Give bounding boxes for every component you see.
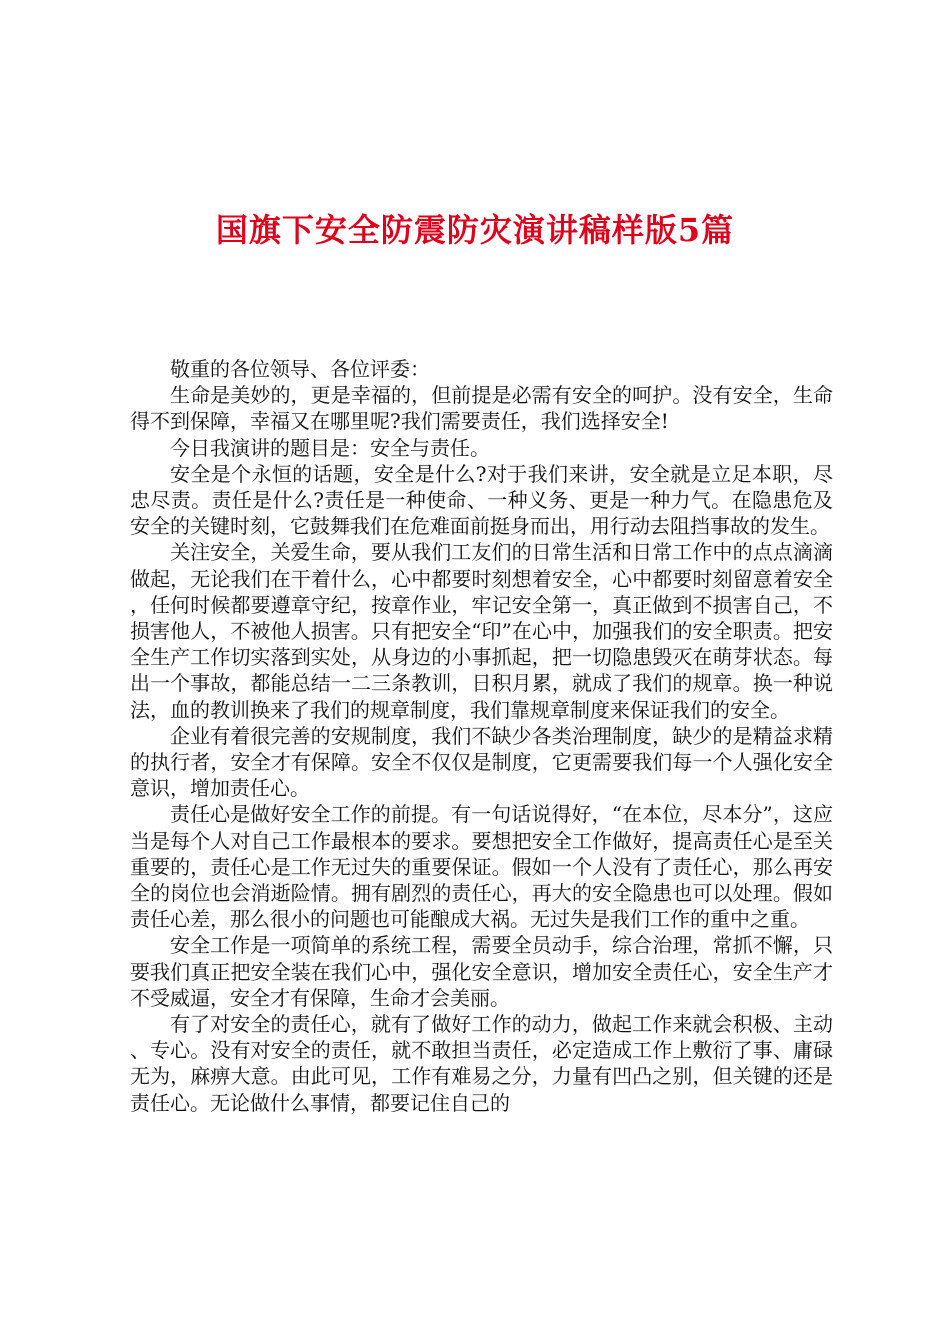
paragraph: 今日我演讲的题目是：安全与责任。: [170, 435, 490, 460]
document-body: [130, 356, 833, 1116]
paragraph: 有了对安全的责任心，就有了做好工作的动力，做起工作来就会积极、主动、专心。没有对安全的责任，就不敢担当责任，必定造成工作上敷衍了事、庸碌无为，麻痹大意。由此可见，工作有难易之分，力量有凹凸之别，但关键的还是责任心。无论做什么事情，都要记住自己的: [130, 1012, 833, 1115]
paragraph: 企业有着很完善的安规制度，我们不缺少各类治理制度，缺少的是精益求精的执行者，安全才有保障。安全不仅仅是制度，它更需要我们每一个人强化安全意识，增加责任心。: [130, 723, 833, 801]
paragraph: 生命是美妙的，更是幸福的，但前提是必需有安全的呵护。没有安全，生命得不到保障，幸福又在哪里呢?我们需要责任，我们选择安全!: [130, 383, 833, 434]
paragraph: 安全是个永恒的话题，安全是什么?对于我们来讲，安全就是立足本职，尽忠尽责。责任是什么?责任是一种使命、一种义务、更是一种力气。在隐患危及安全的关键时刻，它鼓舞我们在危难面前挺身而出，用行动去阻挡事故的发生。: [130, 461, 833, 539]
document-title: 国旗下安全防震防灾演讲稿样版5篇: [215, 211, 735, 249]
paragraph: 安全工作是一项简单的系统工程，需要全员动手，综合治理，常抓不懈，只要我们真正把安全装在我们心中，强化安全意识，增加安全责任心，安全生产才不受威逼，安全才有保障，生命才会美丽。: [130, 933, 833, 1010]
paragraph: 关注安全，关爱生命，要从我们工友们的日常生活和日常工作中的点点滴滴做起，无论我们在干着什么，心中都要时刻想着安全，心中都要时刻留意着安全，任何时候都要遵章守纪，按章作业，牢记安全第一，真正做到不损害自己，不损害他人，不被他人损害。只有把安全“印”在心中，加强我们的安全职责。把安全生产工作切实落到实处，从身边的小事抓起，把一切隐患毁灭在萌芽状态。每出一个事故，都能总结一二三条教训，日积月累，就成了我们的规章。换一种说法，血的教训换来了我们的规章制度，我们靠规章制度来保证我们的安全。: [130, 540, 833, 722]
paragraph-salutation: 敬重的各位领导、各位评委：: [170, 357, 430, 381]
paragraph: 责任心是做好安全工作的前提。有一句话说得好，“在本位，尽本分”，这应当是每个人对自己工作最根本的要求。要想把安全工作做好，提高责任心是至关重要的，责任心是工作无过失的重要保证。假如一个人没有了责任心，那么再安全的岗位也会消逝险情。拥有剧烈的责任心，再大的安全隐患也可以处理。假如责任心差，那么很小的问题也可能酿成大祸。无过失是我们工作的重中之重。: [130, 802, 833, 932]
